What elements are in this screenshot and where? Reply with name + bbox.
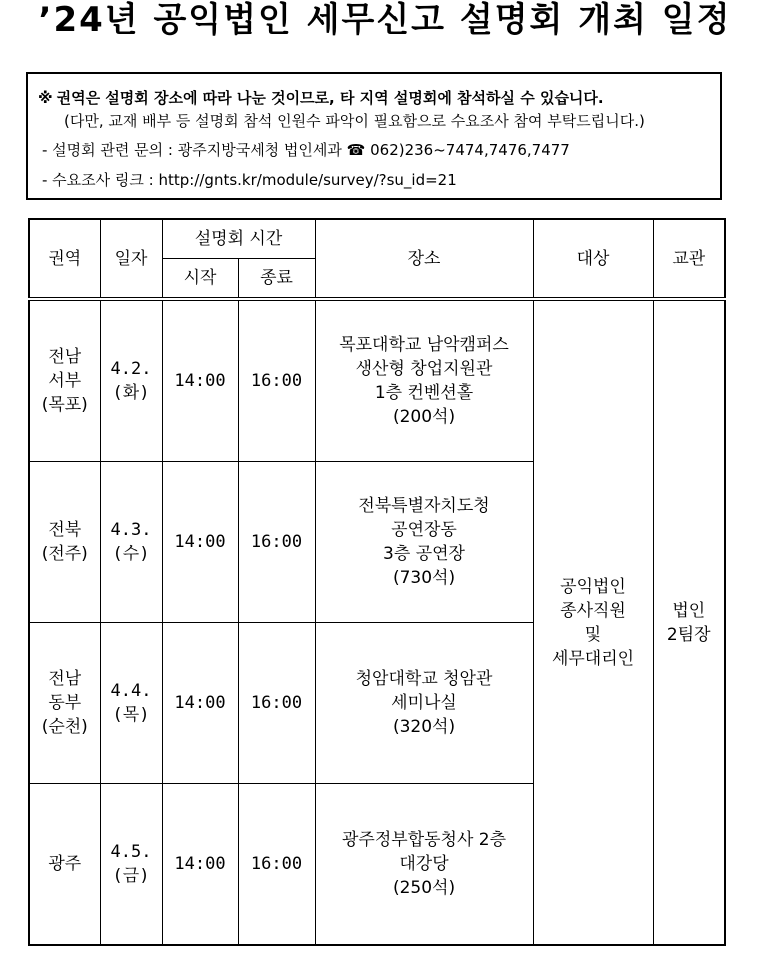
notice-box (26, 72, 722, 200)
survey-link-line: - 수요조사 링크 : http://gnts.kr/module/survey/?su_id=21 (42, 171, 457, 189)
table-row (29, 299, 725, 462)
end-time-cell: 16:00 (238, 462, 315, 623)
header-start: 시작 (162, 259, 238, 300)
instructor-cell: 법인 2팀장 (653, 299, 725, 945)
note-mark: ※ (38, 89, 53, 107)
end-time-cell: 16:00 (238, 784, 315, 946)
start-time-cell: 14:00 (162, 462, 238, 623)
place-cell: 광주정부합동청사 2층 대강당 (250석) (315, 784, 533, 946)
target-cell: 공익법인 종사직원 및 세무대리인 (533, 299, 653, 945)
region-cell: 전남 서부 (목포) (29, 299, 100, 462)
header-target: 대상 (533, 219, 653, 299)
date-cell: 4.5. (금) (100, 784, 162, 946)
date-cell: 4.3. (수) (100, 462, 162, 623)
region-cell: 전남 동부 (순천) (29, 623, 100, 784)
end-time-cell: 16:00 (238, 623, 315, 784)
date-cell: 4.4. (목) (100, 623, 162, 784)
end-time-cell: 16:00 (238, 299, 315, 462)
header-instructor: 교관 (653, 219, 725, 299)
schedule-table (28, 218, 726, 946)
notice-text-1: 권역은 설명회 장소에 따라 나눈 것이므로, 타 지역 설명회에 참석하실 수 있습니다. (56, 89, 604, 107)
header-end: 종료 (238, 259, 315, 300)
notice-line-1 (38, 88, 604, 108)
place-cell: 청암대학교 청암관 세미나실 (320석) (315, 623, 533, 784)
date-cell: 4.2. (화) (100, 299, 162, 462)
start-time-cell: 14:00 (162, 623, 238, 784)
start-time-cell: 14:00 (162, 784, 238, 946)
region-cell: 전북 (전주) (29, 462, 100, 623)
place-cell: 전북특별자치도청 공연장동 3층 공연장 (730석) (315, 462, 533, 623)
header-time: 설명회 시간 (162, 219, 315, 259)
inquiry-line: - 설명회 관련 문의 : 광주지방국세청 법인세과 ☎ 062)236~7474,7476,7477 (42, 141, 570, 159)
notice-line-2: (다만, 교재 배부 등 설명회 참석 인원수 파악이 필요함으로 수요조사 참여 부탁드립니다.) (64, 112, 645, 130)
header-place: 장소 (315, 219, 533, 299)
header-region: 권역 (29, 219, 100, 299)
start-time-cell: 14:00 (162, 299, 238, 462)
region-cell: 광주 (29, 784, 100, 946)
place-cell: 목포대학교 남악캠퍼스 생산형 창업지원관 1층 컨벤션홀 (200석) (315, 299, 533, 462)
page-title: ’24년 공익법인 세무신고 설명회 개최 일정 (38, 0, 732, 40)
header-date: 일자 (100, 219, 162, 299)
